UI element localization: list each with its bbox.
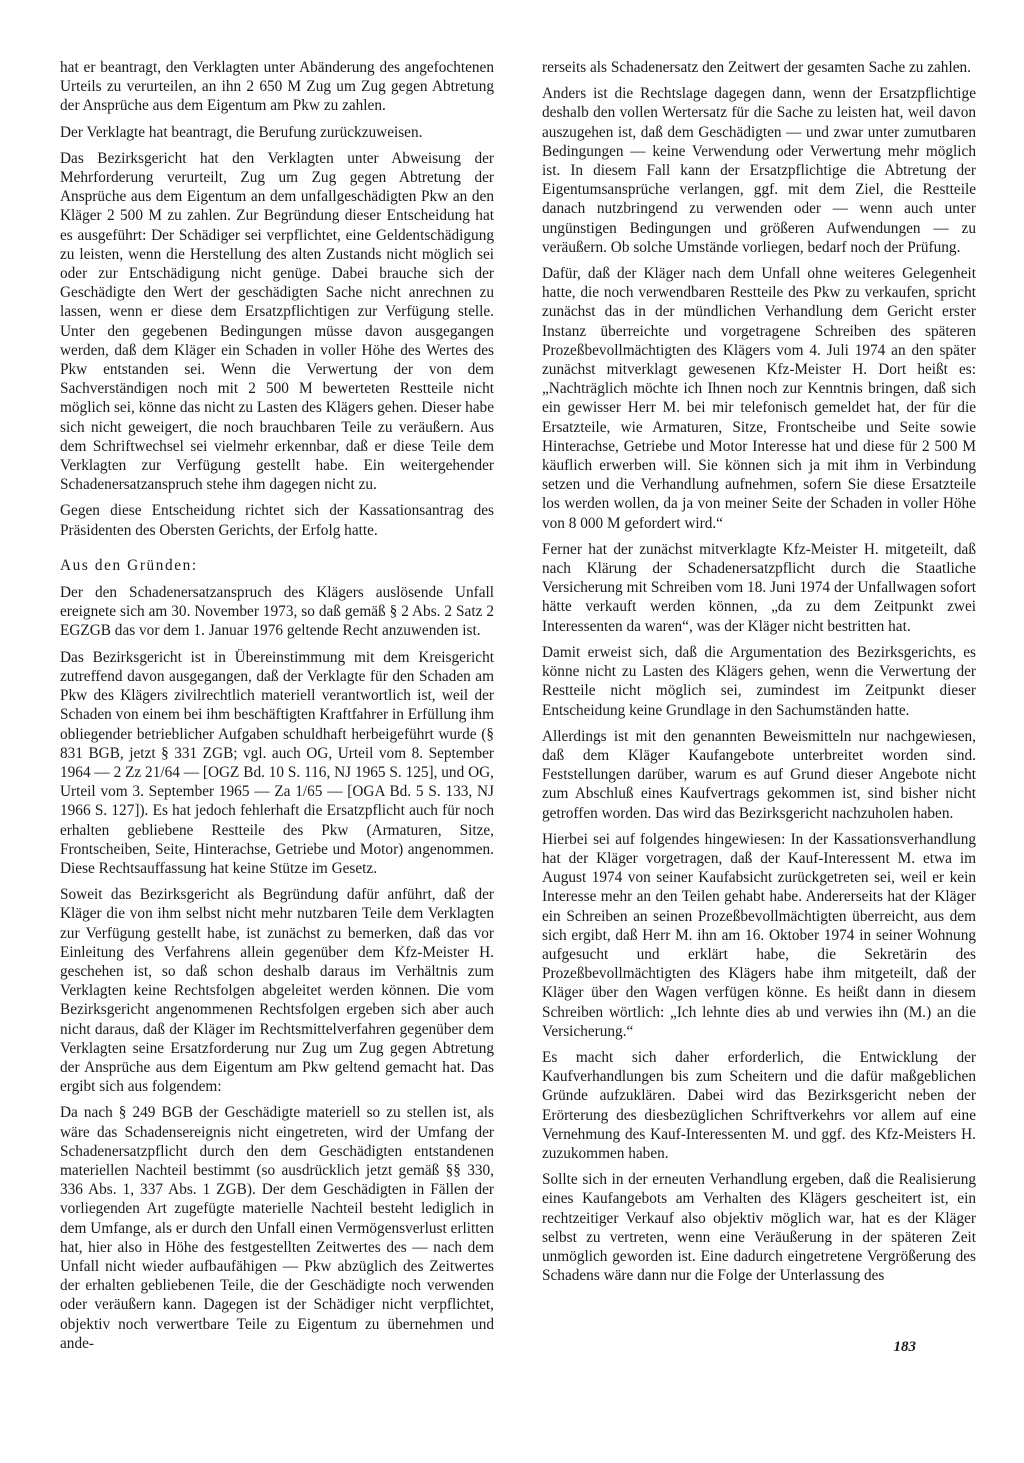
- document-page: [60, 58, 976, 1438]
- paragraph: hat er beantragt, den Verklagten unter Abänderung des angefochtenen Urteils zu verurteilen, an ihn 2 650 M Zug um Zug gegen Abtretung der Ansprüche aus dem Eigentum am Pkw zu zahlen.: [60, 59, 494, 115]
- paragraph: Der Verklagte hat beantragt, die Berufung zurückzuweisen.: [60, 123, 423, 141]
- paragraph: Sollte sich in der erneuten Verhandlung ergeben, daß die Realisierung eines Kaufangebots am Verhalten des Klägers gescheitert ist, ein rechtzeitiger Verkauf also objektiv möglich war, hat es der Kläger selbst zu vertreten, wenn eine Veräußerung in der späteren Zeit unmöglich geworden ist. Eine dadurch eingetretene Vergrößerung des Schadens wäre dann nur die Folge der Unterlassung des: [542, 1171, 976, 1285]
- paragraph: Ferner hat der zunächst mitverklagte Kfz-Meister H. mitgeteilt, daß nach Klärung der Schadenersatzpflicht durch die Staatliche Versicherung mit Schreiben vom 18. Juni 1974 der Unfallwagen sofort hätte verkauft werden können, „da zu dem Zeitpunkt zwei Interessenten da waren“, was der Kläger nicht bestritten hat.: [542, 540, 976, 635]
- left-column: [60, 58, 494, 1360]
- paragraph: Damit erweist sich, daß die Argumentation des Bezirksgerichts, es könne nicht zu Lasten des Klägers gehen, wenn die Verwertung der Restteile nicht möglich sei, zumindest im Zeitpunkt dieser Entscheidung keine Grundlage in den Sachumständen hatte.: [542, 643, 976, 719]
- page-number: 183: [893, 1339, 916, 1355]
- paragraph: Soweit das Bezirksgericht als Begründung dafür anführt, daß der Kläger die von ihm selbst nicht mehr nutzbaren Teile dem Verklagten zur Verfügung gestellt habe, ist zunächst zu bemerken, daß das vor Einleitung des Verfahrens allein gegenüber dem Kfz-Meister H. geschehen ist, so daß schon deshalb daraus im Verhältnis zum Verklagten keine Rechtsfolgen abgeleitet werden können. Die vom Bezirksgericht angenommenen Rechtsfolgen ergeben sich aber auch nicht daraus, daß der Kläger im Rechtsmittelverfahren gegenüber dem Verklagten seine Ersatzforderung nur Zug um Zug gegen Abtretung der Ansprüche aus dem Eigentum am Pkw geltend gemacht hat. Das ergibt sich aus folgendem:: [60, 886, 494, 1096]
- paragraph: Das Bezirksgericht ist in Übereinstimmung mit dem Kreisgericht zutreffend davon ausgegangen, daß der Verklagte für den Schaden am Pkw des Klägers zivilrechtlich materiell verantwortlich ist, weil der Schaden von einem bei ihm beschäftigten Kraftfahrer in Erfüllung ihm obliegender betrieblicher Aufgaben schuldhaft herbeigeführt wurde (§ 831 BGB, jetzt § 331 ZGB; vgl. auch OG, Urteil vom 8. September 1964 — 2 Zz 21/64 — [OGZ Bd. 10 S. 116, NJ 1965 S. 125], und OG, Urteil vom 3. September 1965 — Za 1/65 — [OGA Bd. 5 S. 133, NJ 1966 S. 127]). Es hat jedoch fehlerhaft die Ersatzpflicht auch für noch erhalten gebliebene Restteile des Pkw (Armaturen, Sitze, Frontscheiben, Seite, Hinterachse, Getriebe und Motor) angenommen. Diese Rechtsauffassung hat keine Stütze im Gesetz.: [60, 648, 494, 877]
- paragraph: Gegen diese Entscheidung richtet sich der Kassationsantrag des Präsidenten des Obersten Gerichts, der Erfolg hatte.: [60, 502, 494, 539]
- paragraph: Da nach § 249 BGB der Geschädigte materiell so zu stellen ist, als wäre das Schadensereignis nicht eingetreten, wird der Umfang der Schadenersatzpflicht durch den dem Geschädigten entstandenen materiellen Nachteil bestimmt (so ausdrücklich jetzt gemäß §§ 330, 336 Abs. 1, 337 Abs. 1 ZGB). Der dem Geschädigten in Fällen der vorliegenden Art zugefügte materielle Nachteil besteht lediglich in dem Umfange, als er durch den Unfall einen Vermögensverlust erlitten hat, hier also in Höhe des festgestellten Zeitwertes des — nach dem Unfall nicht wieder aufbaufähigen — Pkw abzüglich des Zeitwertes der erhalten gebliebenen Teile, die der Geschädigte noch verwenden oder veräußern kann. Dagegen ist der Schädiger nicht verpflichtet, objektiv noch verwertbare Teile zu Eigentum zu übernehmen und ande-: [60, 1104, 494, 1352]
- paragraph: Hierbei sei auf folgendes hingewiesen: In der Kassationsverhandlung hat der Kläger vorgetragen, daß der Kauf-Interessent M. etwa im August 1974 von seiner Kaufabsicht zurückgetreten sei, weil er kein Interesse mehr an den Teilen gehabt habe. Andererseits hat der Kläger ein Schreiben an seinen Prozeßbevollmächtigten überreicht, aus dem sich ergibt, daß Herr M. ihn am 16. Oktober 1974 in seiner Wohnung aufgesucht und erklärt habe, die Sekretärin des Prozeßbevollmächtigten des Klägers habe ihm mitgeteilt, daß der Kläger über den Wagen verfügen könne. Es heißt dann in diesem Schreiben wörtlich: „Ich lehnte dies ab und verwies ihn (M.) an die Versicherung.“: [542, 830, 976, 1040]
- paragraph-continuation: rerseits als Schadenersatz den Zeitwert der gesamten Sache zu zahlen.: [542, 59, 971, 76]
- paragraph: Anders ist die Rechtslage dagegen dann, wenn der Ersatzpflichtige deshalb den vollen Wertersatz für die Sache zu leisten hat, weil davon auszugehen ist, daß dem Geschädigten — und zwar unter zumutbaren Bedingungen — keine Verwendung oder Verwertung mehr möglich ist. In diesem Fall kann der Ersatzpflichtige die Abtretung der Eigentumsansprüche verlangen, ggf. mit dem Ziel, die Restteile danach nutzbringend zu verwenden oder — wenn auch unter ungünstigen Bedingungen und größeren Aufwendungen — zu veräußern. Ob solche Umstände vorliegen, bedarf noch der Prüfung.: [542, 85, 976, 256]
- right-column: [542, 58, 976, 1292]
- paragraph: Das Bezirksgericht hat den Verklagten unter Abweisung der Mehrforderung verurteilt, Zug um Zug gegen Abtretung der Ansprüche aus dem Eigentum an dem unfallgeschädigten Pkw an den Kläger 2 500 M zu zahlen. Zur Begründung dieser Entscheidung hat es ausgeführt: Der Schädiger sei verpflichtet, eine Geldentschädigung zu leisten, wenn die Herstellung des alten Zustands nicht möglich sei oder zur Entschädigung nicht genüge. Dabei brauche sich der Geschädigte den Wert der geschädigten Sache nicht anrechnen zu lassen, wenn er diese dem Ersatzpflichtigen zur Verfügung stelle. Unter den gegebenen Bedingungen müsse davon ausgegangen werden, daß dem Kläger ein Schaden in voller Höhe des Wertes des Pkw entstanden sei. Wenn die Verwertung der von dem Sachverständigen noch mit 2 500 M bewerteten Restteile nicht möglich sei, könne das nicht zu Lasten des Klägers gehen. Dieser habe sich nicht geweigert, die noch brauchbaren Teile zu veräußern. Aus dem Schriftwechsel sei vielmehr erkennbar, daß er diese Teile dem Verklagten zur Verfügung gestellt habe. Ein weitergehender Schadenersatzanspruch stehe ihm dagegen nicht zu.: [60, 149, 494, 494]
- paragraph: Allerdings ist mit den genannten Beweismitteln nur nachgewiesen, daß dem Kläger Kaufangebote unterbreitet worden sind. Feststellungen darüber, warum es auf Grund dieser Angebote nicht zum Abschluß eines Kaufvertrags gekommen ist, sind bisher nicht getroffen worden. Das wird das Bezirksgericht nachzuholen haben.: [542, 727, 976, 822]
- paragraph: Dafür, daß der Kläger nach dem Unfall ohne weiteres Gelegenheit hatte, die noch verwendbaren Restteile des Pkw zu verkaufen, spricht zunächst das in der mündlichen Verhandlung dem Gericht erster Instanz überreichte und vorgetragene Schreiben des späteren Prozeßbevollmächtigten des Klägers vom 4. Juli 1974 an den später zunächst mitverklagt gewesenen Kfz-Meister H. Dort heißt es: „Nachträglich möchte ich Ihnen noch zur Kenntnis bringen, daß sich ein gewisser Herr M. bei mir telefonisch gemeldet hat, der für die Ersatzteile, wie Armaturen, Sitze, Frontscheibe und Seite sowie Hinterachse, Getriebe und Motor Interesse hat und diese für 2 500 M käuflich erwerben will. Sie können sich ja mit ihm in Verbindung setzen und die Verhandlung aufnehmen, sofern Sie diese Ersatzteile los werden wollen, da ja von meiner Seite der Schaden in voller Höhe von 8 000 M gefordert wird.“: [542, 265, 976, 532]
- paragraph: Es macht sich daher erforderlich, die Entwicklung der Kaufverhandlungen bis zum Scheitern und die dafür maßgeblichen Gründe aufzuklären. Dabei wird das Bezirksgericht neben der Erörterung des diesbezüglichen Schriftverkehrs vor allem auf eine Vernehmung des Kauf-Interessenten M. und ggf. des Kfz-Meisters H. zuzukommen haben.: [542, 1048, 976, 1162]
- section-heading: Aus den Gründen:: [60, 556, 198, 574]
- paragraph: Der den Schadenersatzanspruch des Klägers auslösende Unfall ereignete sich am 30. November 1973, so daß gemäß § 2 Abs. 2 Satz 2 EGZGB das vor dem 1. Januar 1976 geltende Recht anzuwenden ist.: [60, 584, 494, 640]
